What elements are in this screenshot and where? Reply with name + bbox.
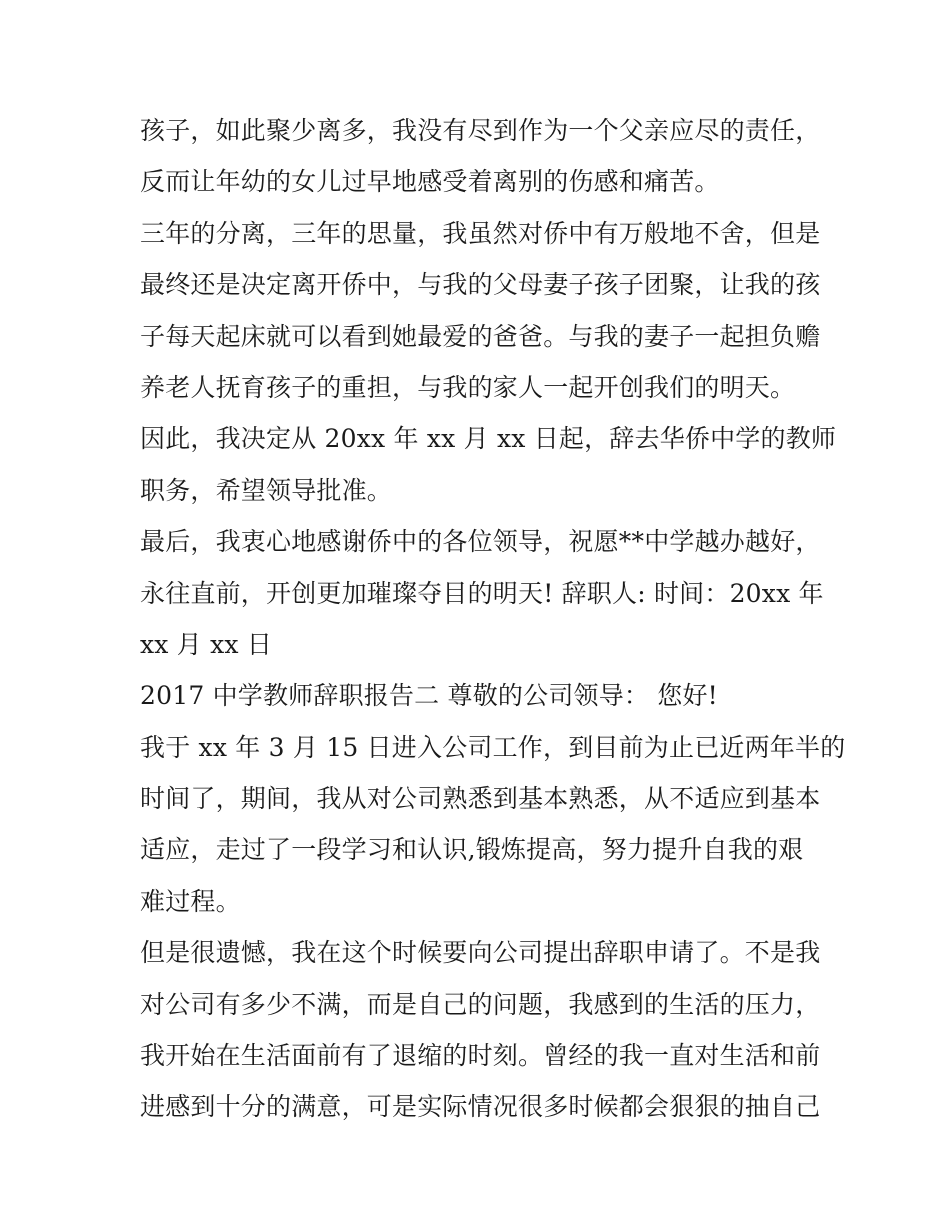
text-line-1: 孩子，如此聚少离多，我没有尽到作为一个父亲应尽的责任， [140, 116, 821, 145]
text-line-17: 但是很遗憾，我在这个时候要向公司提出辞职申请了。不是我 [140, 938, 821, 968]
text-line-15: 适应，走过了一段学习和认识,锻炼提高，努力提升自我的艰 [140, 835, 804, 865]
text-line-13: 我于 xx 年 3 月 15 日进入公司工作，到目前为止已近两年半的 [140, 732, 846, 762]
text-line-18: 对公司有多少不满，而是自己的问题，我感到的生活的压力， [140, 989, 821, 1019]
text-line-3: 三年的分离，三年的思量，我虽然对侨中有万般地不舍，但是 [140, 218, 821, 248]
text-line-7: 因此，我决定从 20xx 年 xx 月 xx 日起，辞去华侨中学的教师 [140, 424, 837, 454]
text-line-9: 最后，我衷心地感谢侨中的各位领导，祝愿**中学越办越好， [140, 527, 821, 557]
text-line-4: 最终还是决定离开侨中，与我的父母妻子孩子团聚，让我的孩 [140, 270, 821, 300]
text-line-10: 永往直前，开创更加璀璨夺目的明天! 辞职人: 时间：20xx 年 [140, 578, 824, 608]
text-line-6: 养老人抚育孩子的重担，与我的家人一起开创我们的明天。 [140, 372, 796, 402]
text-line-8: 职务，希望领导批准。 [140, 475, 393, 505]
text-line-14: 时间了，期间，我从对公司熟悉到基本熟悉，从不适应到基本 [140, 784, 821, 814]
text-line-20: 进感到十分的满意，可是实际情况很多时候都会狠狠的抽自己 [140, 1092, 821, 1122]
text-line-5: 子每天起床就可以看到她最爱的爸爸。与我的妻子一起担负赡 [140, 321, 821, 351]
text-line-19: 我开始在生活面前有了退缩的时刻。曾经的我一直对生活和前 [140, 1041, 821, 1071]
document-body [140, 105, 846, 1133]
text-line-16: 难过程。 [140, 886, 241, 916]
text-line-2: 反而让年幼的女儿过早地感受着离别的伤感和痛苦。 [140, 167, 720, 197]
text-line-11: xx 月 xx 日 [140, 629, 273, 659]
section-heading-line: 2017 中学教师辞职报告二 尊敬的公司领导： 您好! [140, 681, 718, 711]
